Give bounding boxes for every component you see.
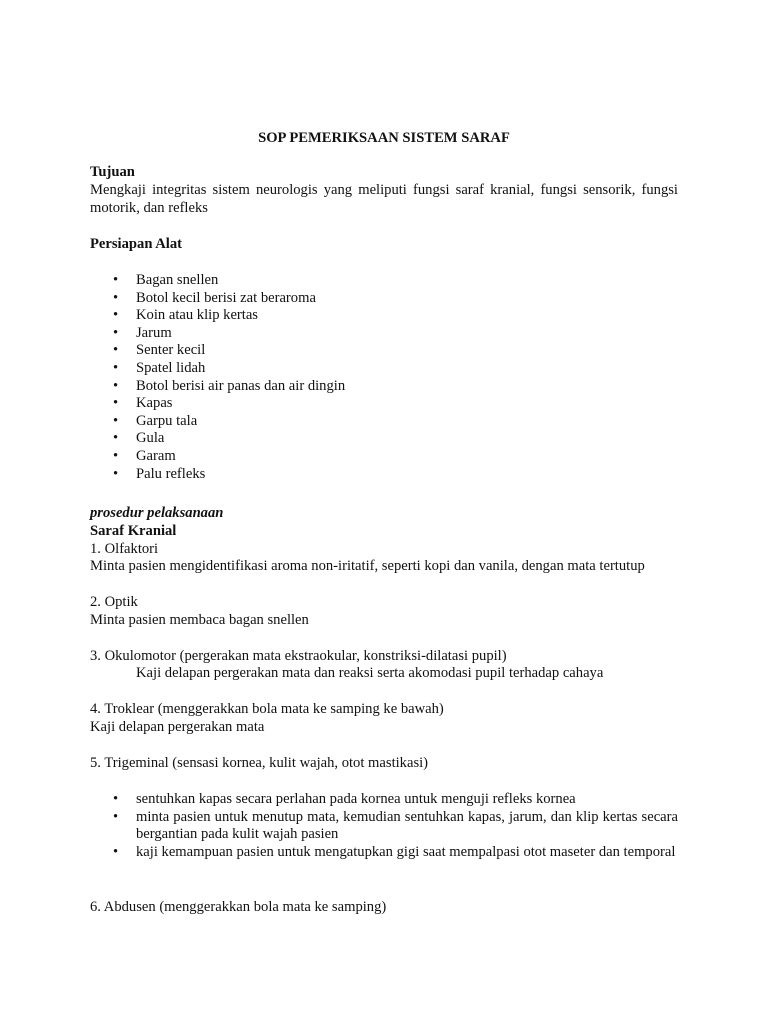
step-text-troklear: Kaji delapan pergerakan mata	[90, 719, 265, 735]
prosedur-heading: prosedur pelaksanaan	[90, 505, 224, 521]
tujuan-heading: Tujuan	[90, 164, 135, 180]
step-title-troklear: 4. Troklear (menggerakkan bola mata ke samping ke bawah)	[90, 701, 444, 717]
list-item: • Botol berisi air panas dan air dingin	[90, 378, 678, 396]
persiapan-heading: Persiapan Alat	[90, 236, 183, 252]
list-item: • Gula	[90, 430, 678, 448]
list-item: • Botol kecil berisi zat beraroma	[90, 290, 678, 308]
list-item: • Garam	[90, 448, 678, 466]
step-text-optik: Minta pasien membaca bagan snellen	[90, 612, 309, 628]
trigeminal-bullet-list	[90, 791, 678, 861]
step-title-okulomotor: 3. Okulomotor (pergerakan mata ekstraokular, konstriksi-dilatasi pupil)	[90, 648, 507, 664]
step-title-abdusen: 6. Abdusen (menggerakkan bola mata ke samping)	[90, 899, 387, 915]
list-item: • Kapas	[90, 395, 678, 413]
step-title-olfaktori: 1. Olfaktori	[90, 541, 159, 557]
list-item: • Jarum	[90, 325, 678, 343]
step-title-trigeminal: 5. Trigeminal (sensasi kornea, kulit wajah, otot mastikasi)	[90, 755, 429, 771]
list-item: • Palu refleks	[90, 466, 678, 484]
list-item: • Senter kecil	[90, 342, 678, 360]
step-text-olfaktori: Minta pasien mengidentifikasi aroma non-iritatif, seperti kopi dan vanila, dengan mata tertutup	[90, 558, 645, 574]
tujuan-text: Mengkaji integritas sistem neurologis yang meliputi fungsi saraf kranial, fungsi sensorik, fungsi motorik, dan refleks	[90, 182, 678, 216]
list-item: • Spatel lidah	[90, 360, 678, 378]
document-title: SOP PEMERIKSAAN SISTEM SARAF	[258, 130, 510, 146]
tool-list	[90, 272, 678, 483]
step-title-optik: 2. Optik	[90, 594, 138, 610]
list-item: • Koin atau klip kertas	[90, 307, 678, 325]
list-item: • minta pasien untuk menutup mata, kemudian sentuhkan kapas, jarum, dan klip kertas secara bergantian pada kulit wajah pasien	[90, 809, 678, 844]
list-item: • Bagan snellen	[90, 272, 678, 290]
saraf-kranial-heading: Saraf Kranial	[90, 523, 177, 539]
list-item: • kaji kemampuan pasien untuk mengatupkan gigi saat mempalpasi otot maseter dan temporal	[90, 844, 678, 862]
list-item: • Garpu tala	[90, 413, 678, 431]
list-item: • sentuhkan kapas secara perlahan pada kornea untuk menguji refleks kornea	[90, 791, 678, 809]
step-text-okulomotor: Kaji delapan pergerakan mata dan reaksi serta akomodasi pupil terhadap cahaya	[136, 665, 604, 681]
